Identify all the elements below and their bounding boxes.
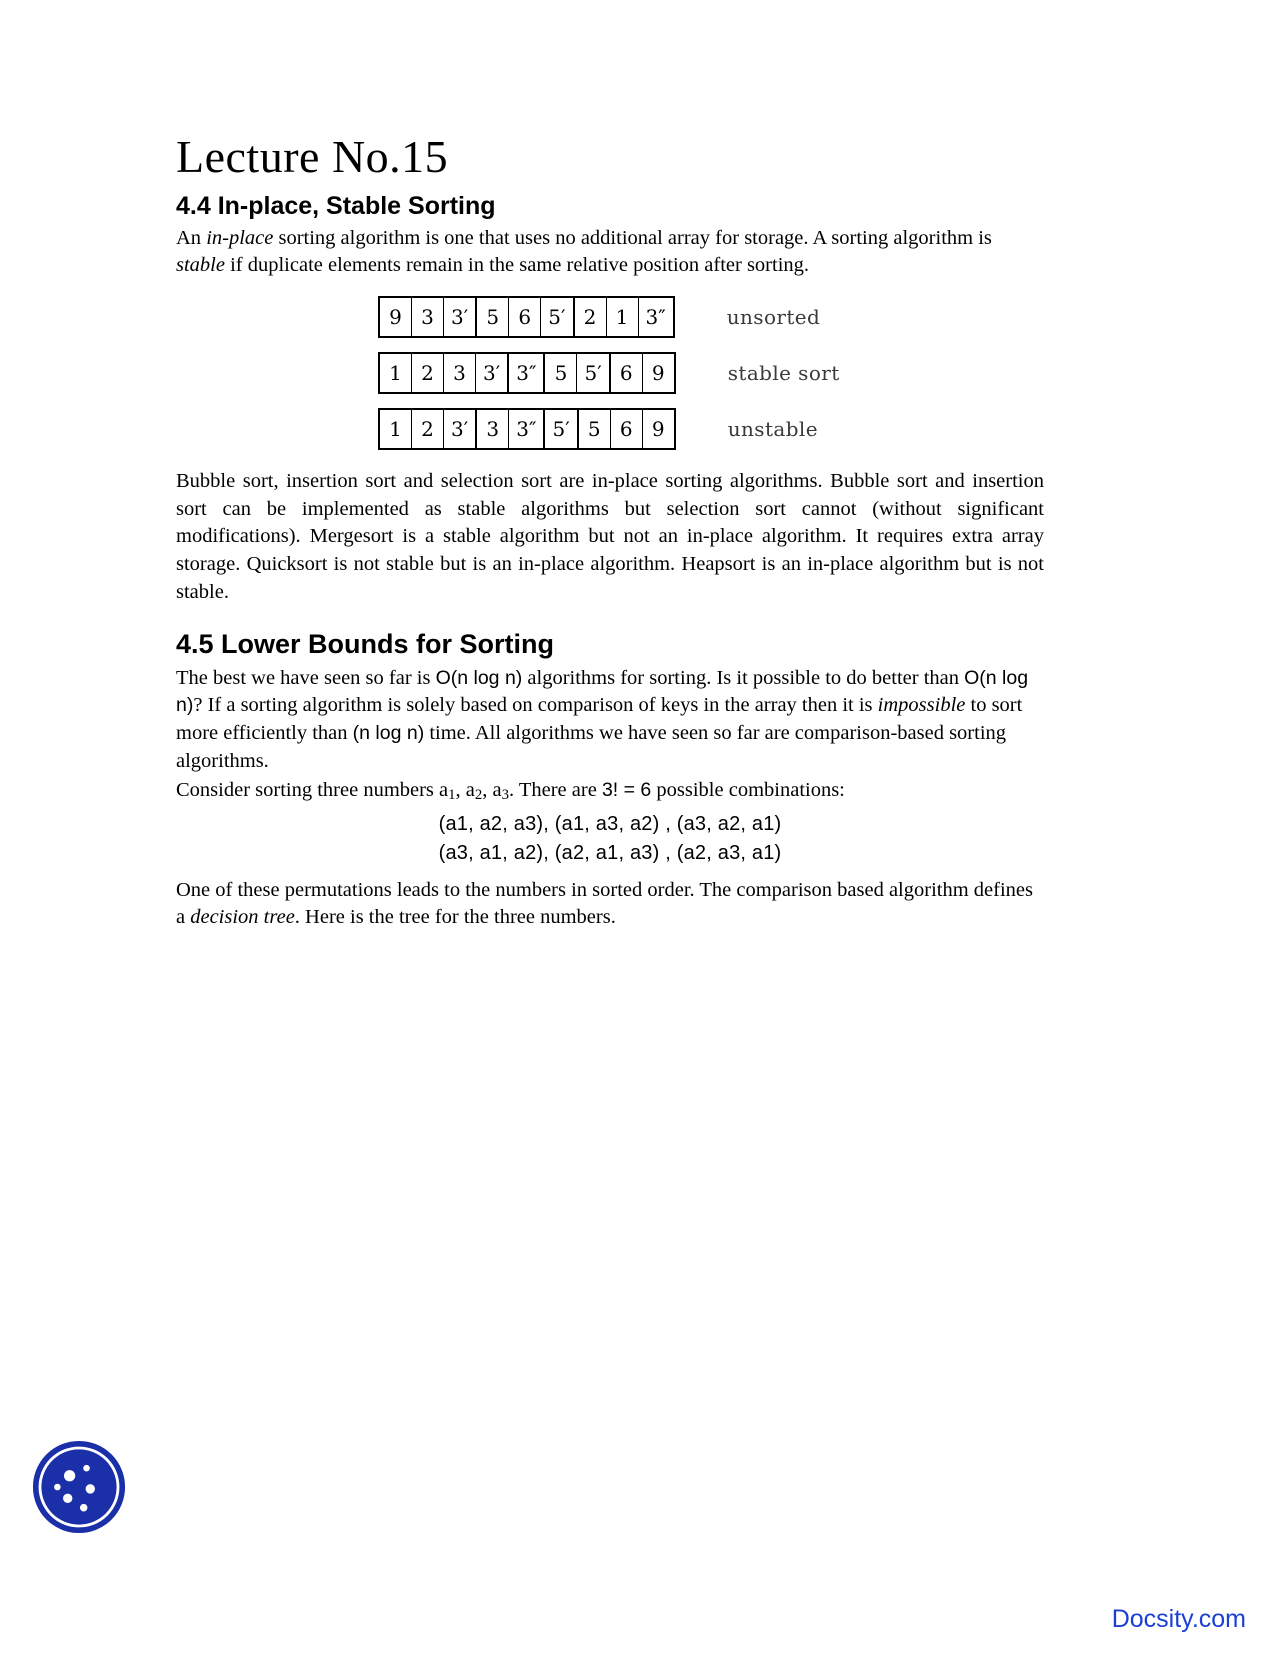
array-cell: 5′	[577, 354, 610, 392]
figure-label-unsorted: unsorted	[726, 304, 821, 329]
text-run: One of these permutations leads to the numbers in sorted order. The comparison based algorithm defines a	[176, 878, 1033, 929]
figure-row-unstable	[378, 408, 818, 450]
text-run: if duplicate elements remain in the same relative position after sorting.	[224, 254, 810, 277]
paragraph-lower-bounds	[176, 665, 1044, 776]
text-run: An	[176, 226, 207, 249]
array-cell: 6	[611, 410, 643, 448]
array-cell: 3′	[444, 410, 477, 448]
emphasis-in-place: in-place	[206, 226, 274, 249]
complexity-notation: O(n log n)	[176, 666, 1029, 717]
array-stable-sort	[378, 352, 676, 394]
array-cell: 9	[380, 298, 412, 336]
text-run: . Here is the tree for the three numbers.	[294, 906, 616, 929]
section-heading-4-5: 4.5 Lower Bounds for Sorting	[176, 629, 555, 660]
array-cell: 1	[380, 410, 412, 448]
section-heading-4-4: 4.4 In-place, Stable Sorting	[176, 191, 496, 220]
array-cell: 2	[575, 298, 607, 336]
text-run: The best we have seen so far is	[176, 666, 436, 689]
emphasis-decision-tree: decision tree	[190, 906, 295, 929]
array-cell: 3″	[509, 354, 545, 392]
document-content	[176, 132, 1044, 934]
array-cell: 6	[509, 298, 541, 336]
array-unsorted	[378, 296, 675, 338]
paragraph-in-place-definition	[176, 225, 1044, 280]
docsity-cookie-logo-icon	[32, 1440, 126, 1534]
array-cell: 1	[380, 354, 412, 392]
text-run: sorting algorithm is one that uses no additional array for storage. A sorting algorithm is	[273, 226, 992, 249]
emphasis-stable: stable	[176, 254, 225, 277]
paragraph-three-numbers	[176, 777, 1044, 806]
array-cell: 3	[444, 354, 476, 392]
docsity-brand-text: Docsity.com	[1111, 1605, 1246, 1633]
subscript: 1	[448, 787, 456, 804]
text-run: algorithms for sorting. Is it possible to do better than	[522, 666, 965, 689]
figure-label-unstable: unstable	[727, 416, 818, 441]
text-run: . There are	[508, 779, 602, 802]
paragraph-sorting-algorithms-properties: Bubble sort, insertion sort and selection sort are in-place sorting algorithms. Bubble sort and insertion sort can be implemented as stable algorithms but selection sort cannot (without significant modifications). Mergesort is a stable algorithm but not an in-place algorithm. It requires extra array storage. Quicksort is not stable but is an in-place algorithm. Heapsort is an in-place algorithm but is not stable.	[176, 469, 1044, 603]
array-cell: 6	[611, 354, 643, 392]
array-cell: 5	[477, 298, 509, 336]
array-cell: 5	[579, 410, 611, 448]
text-run: ? If a sorting algorithm is solely based on comparison of keys in the array then it is	[193, 694, 878, 717]
sorting-stability-figure	[176, 292, 1044, 462]
array-unstable-sort	[378, 408, 676, 450]
array-cell: 5	[545, 354, 577, 392]
factorial-expression: 3! = 6	[601, 779, 652, 802]
figure-label-stable: stable sort	[727, 360, 840, 385]
array-cell: 3′	[444, 298, 477, 336]
figure-row-stable	[378, 352, 840, 394]
permutation-line: (a3, a1, a2), (a2, a1, a3) , (a2, a3, a1)	[438, 841, 782, 864]
array-cell: 3	[412, 298, 444, 336]
subscript: 3	[501, 787, 509, 804]
figure-row-unsorted	[378, 296, 820, 338]
array-cell: 2	[412, 354, 444, 392]
text-run: Consider sorting three numbers a	[176, 779, 449, 802]
array-cell: 1	[607, 298, 639, 336]
array-cell: 3″	[509, 410, 545, 448]
complexity-notation: (n log n)	[352, 722, 425, 745]
array-cell: 2	[412, 410, 444, 448]
text-run: possible combinations:	[651, 779, 845, 802]
array-cell: 3′	[476, 354, 509, 392]
array-cell: 3″	[645, 304, 666, 329]
page-title: Lecture No.15	[176, 131, 449, 182]
text-run: to sort more efficiently than	[176, 694, 1023, 745]
complexity-notation: O(n log n)	[435, 666, 523, 689]
paragraph-decision-tree	[176, 877, 1044, 932]
array-cell: 3	[477, 410, 509, 448]
array-cell: 5′	[545, 410, 578, 448]
array-cell: 9	[651, 360, 665, 385]
emphasis-impossible: impossible	[877, 694, 966, 717]
text-run: time. All algorithms we have seen so far are comparison-based sorting algorithms.	[176, 722, 1007, 772]
permutation-line: (a1, a2, a3), (a1, a3, a2) , (a3, a2, a1)	[438, 812, 782, 835]
array-cell: 5′	[541, 298, 574, 336]
array-cell: 9	[651, 416, 665, 441]
subscript: 2	[474, 787, 483, 804]
text-run: , a	[482, 779, 502, 802]
text-run: , a	[455, 779, 475, 802]
